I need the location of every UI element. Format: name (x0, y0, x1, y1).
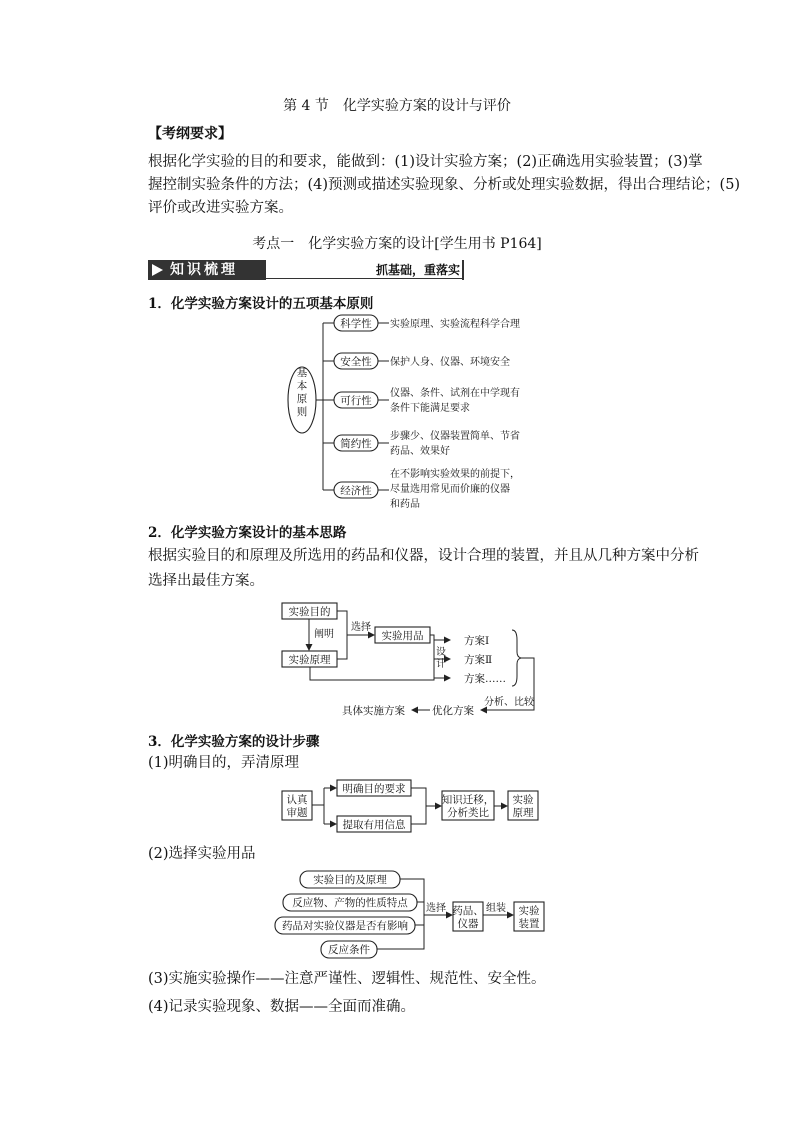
requirements-line-3: 评价或改进实验方案。 (148, 200, 293, 216)
step-2-label: (2)选择实验用品 (148, 846, 256, 862)
device-line-1: 实验 (518, 905, 540, 917)
device-line-2: 装置 (518, 918, 540, 930)
item-3: 药品对实验仪器是否有影响 (282, 920, 408, 932)
center-char-2: 本 (296, 380, 308, 392)
section-title: 考点一 化学实验方案的设计[学生用书 P164] (252, 236, 542, 252)
step-3-text: (3)实施实验操作——注意严谨性、逻辑性、规范性、安全性。 (148, 971, 546, 987)
exp-principle-line-1: 实验 (512, 794, 534, 806)
principle-desc-5b: 尽量选用常见而价廉的仪器 (390, 484, 510, 495)
banner-subtitle: 抓基础，重落实 (375, 263, 460, 277)
requirements-line-2: 握控制实验条件的方法；(4)预测或描述实验现象、分析或处理实验数据，得出合理结论；(5) (148, 177, 741, 193)
banner-label: 知识梳理 (170, 262, 238, 278)
select-label: 选择 (351, 622, 371, 633)
extract-info-label: 提取有用信息 (342, 819, 406, 831)
principle-desc-3b: 条件下能满足要求 (390, 403, 470, 414)
principle-desc-1: 实验原理、实验流程科学合理 (390, 319, 520, 330)
principle-desc-5a: 在不影响实验效果的前提下， (390, 469, 520, 480)
assemble-label: 组装 (486, 903, 506, 914)
principle-name-3: 可行性 (340, 395, 372, 407)
principle-label: 实验原理 (288, 654, 331, 666)
analyze-label: 分析、比较 (484, 697, 534, 708)
approach-text-1: 根据实验目的和原理及所选用的药品和仪器，设计合理的装置，并且从几种方案中分析 (148, 548, 699, 564)
design-char-2: 计 (436, 659, 446, 670)
transfer-line-1: 知识迁移， (441, 794, 495, 806)
supplies-label: 实验用品 (381, 630, 424, 642)
transfer-line-2: 分析类比 (447, 807, 489, 819)
review-line-1: 认真 (286, 794, 308, 806)
step-1-label: (1)明确目的，弄清原理 (148, 755, 300, 771)
center-char-1: 基 (296, 367, 308, 379)
approach-text-2: 选择出最佳方案。 (148, 573, 264, 589)
principle-desc-3a: 仪器、条件、试剂在中学现有 (390, 388, 520, 399)
step-4-text: (4)记录实验现象、数据——全面而准确。 (148, 999, 416, 1015)
item-4: 反应条件 (328, 944, 370, 956)
item-2: 反应物、产物的性质特点 (292, 897, 408, 909)
purpose-label: 实验目的 (288, 606, 331, 618)
center-char-3: 原 (296, 393, 308, 405)
item-1: 实验目的及原理 (313, 874, 387, 886)
syllabus-heading: 【考纲要求】 (148, 126, 232, 142)
review-line-2: 审题 (286, 807, 308, 819)
clarify-goal-label: 明确目的要求 (342, 783, 406, 795)
exp-principle-line-2: 原理 (512, 807, 534, 819)
principle-desc-4a: 步骤少、仪器装置简单、节省 (390, 431, 520, 442)
clarify-label: 阐明 (314, 629, 334, 640)
design-char-1: 设 (436, 647, 446, 658)
principle-desc-2: 保护人身、仪器、环境安全 (390, 357, 510, 368)
plan-1: 方案Ⅰ (464, 635, 490, 647)
principle-name-5: 经济性 (340, 485, 372, 497)
plan-2: 方案Ⅱ (464, 654, 493, 666)
principle-name-1: 科学性 (340, 318, 372, 330)
requirements-line-1: 根据化学实验的目的和要求，能做到：(1)设计实验方案；(2)正确选用实验装置；(3)掌 (148, 154, 703, 170)
principle-desc-4b: 药品、效果好 (390, 446, 450, 457)
steps-heading: 3．化学实验方案的设计步骤 (148, 734, 320, 750)
drugs-line-1: 药品、 (452, 905, 484, 917)
principle-name-4: 简约性 (340, 438, 372, 450)
optimize-label: 优化方案 (432, 705, 474, 717)
drugs-line-2: 仪器 (457, 918, 479, 930)
plan-3: 方案…… (464, 673, 506, 685)
approach-heading: 2．化学实验方案设计的基本思路 (148, 525, 347, 541)
principles-heading: 1．化学实验方案设计的五项基本原则 (148, 296, 374, 312)
principle-desc-5c: 和药品 (390, 499, 420, 510)
final-plan-label: 具体实施方案 (342, 705, 405, 717)
center-char-4: 则 (296, 406, 308, 418)
page-title: 第 4 节 化学实验方案的设计与评价 (283, 98, 511, 114)
principle-name-2: 安全性 (340, 356, 372, 368)
select-2-label: 选择 (426, 903, 446, 914)
